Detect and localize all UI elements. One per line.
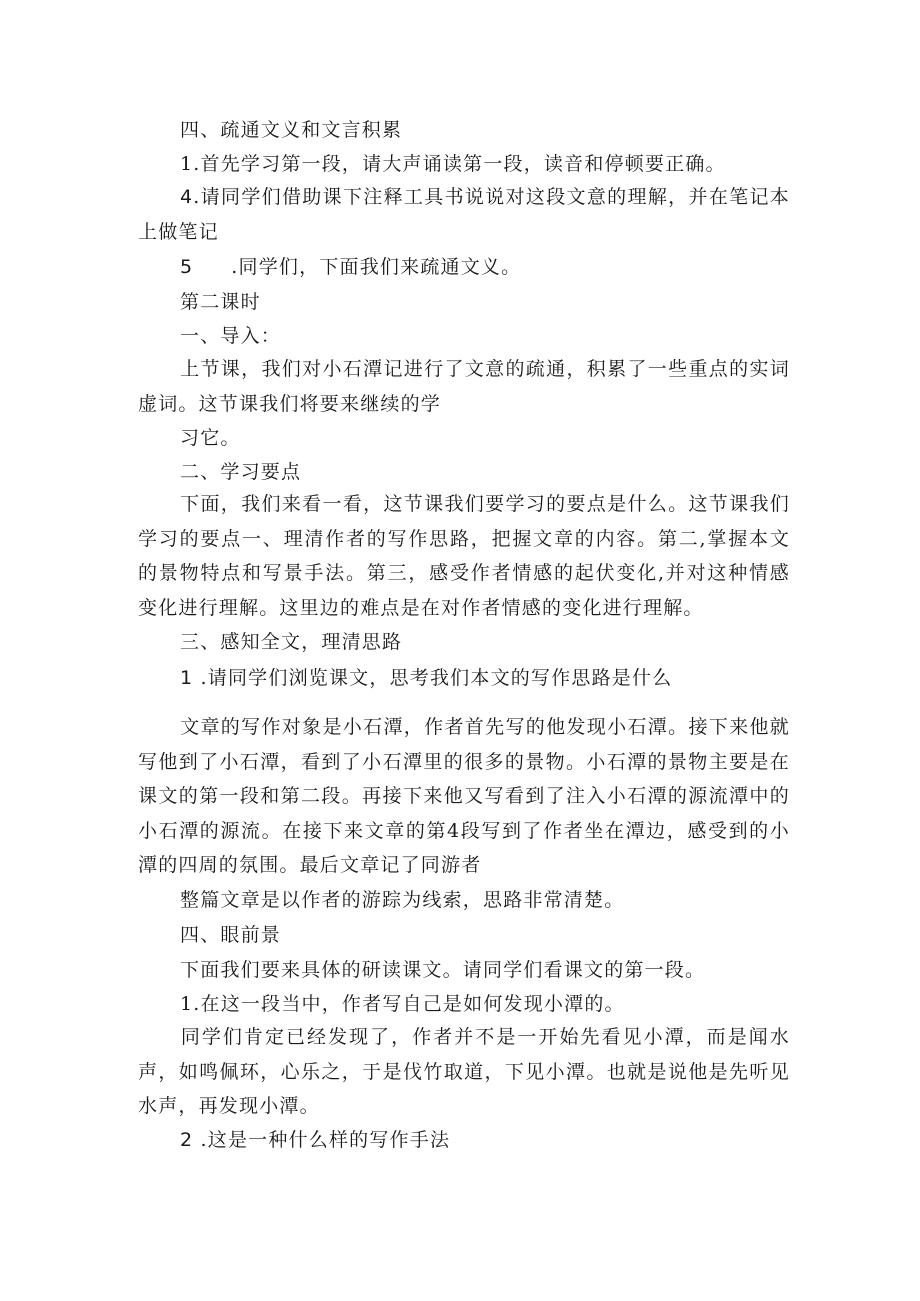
item-text-4: .请同学们借助课下注释工具书说说对这段文意的理解，并在笔记本上做笔记	[138, 186, 790, 243]
paragraph-item-5	[180, 255, 521, 279]
paragraph-introduction-end: 习它。	[180, 427, 241, 449]
paragraph-key-points: 下面，我们来看一看，这节课我们要学习的要点是什么。这节课我们学习的要点一、理清作者的写作思路，把握文章的内容。第二,掌握本文的景物特点和写景手法。第三，感受作者情感的起伏变化,并对这种情感变化进行理解。这里边的难点是在对作者情感的变化进行理解。	[138, 493, 790, 619]
paragraph-item-1: 1.首先学习第一段，请大声诵读第一段，读音和停顿要正确。	[180, 153, 726, 175]
item-text-5: .同学们，下面我们来疏通文义。	[231, 256, 522, 278]
paragraph-discovery: 同学们肯定已经发现了，作者并不是一开始先看见小潭，而是闻水声，如鸣佩环，心乐之，于是伐竹取道，下见小潭。也就是说他是先听见水声，再发现小潭。	[138, 1026, 790, 1117]
paragraph-introduction: 上节课，我们对小石潭记进行了文意的疏通，积累了一些重点的实词虚词。这节课我们将要来继续的学	[138, 358, 790, 415]
paragraph-clue-summary: 整篇文章是以作者的游踪为线索，思路非常清楚。	[180, 889, 625, 911]
question-number-1: 1	[180, 667, 194, 689]
paragraph-item-4	[138, 180, 790, 249]
paragraph-question-2: 2 .这是一种什么样的写作手法	[180, 1129, 451, 1151]
heading-second-lesson: 第二课时	[180, 291, 261, 313]
question-number-2: 2	[180, 1129, 194, 1151]
heading-key-points: 二、学习要点	[180, 461, 302, 483]
paragraph-read-first-section: 下面我们要来具体的研读课文。请同学们看课文的第一段。	[180, 959, 706, 981]
heading-introduction: 一、导入：	[180, 325, 282, 347]
heading-section-four-scene: 四、眼前景	[180, 924, 282, 946]
item-number-4: 4	[180, 186, 194, 208]
paragraph-point-1: 1.在这一段当中，作者写自己是如何发现小潭的。	[180, 993, 625, 1015]
paragraph-writing-approach: 文章的写作对象是小石潭，作者首先写的他发现小石潭。接下来他就写他到了小石潭，看到了小石潭里的很多的景物。小石潭的景物主要是在课文的第一段和第二段。再接下来他又写看到了注入小石潭的源流潭中的小石潭的源流。在接下来文章的第4段写到了作者坐在潭边，感受到的小潭的四周的氛围。最后文章记了同游者	[138, 716, 790, 876]
paragraph-question-1: 1 .请同学们浏览课文，思考我们本文的写作思路是什么	[180, 667, 673, 689]
item-number-5: 5	[180, 256, 194, 278]
heading-section-three: 三、感知全文，理清思路	[180, 631, 403, 653]
heading-section-four: 四、疏通文义和文言积累	[180, 119, 403, 141]
